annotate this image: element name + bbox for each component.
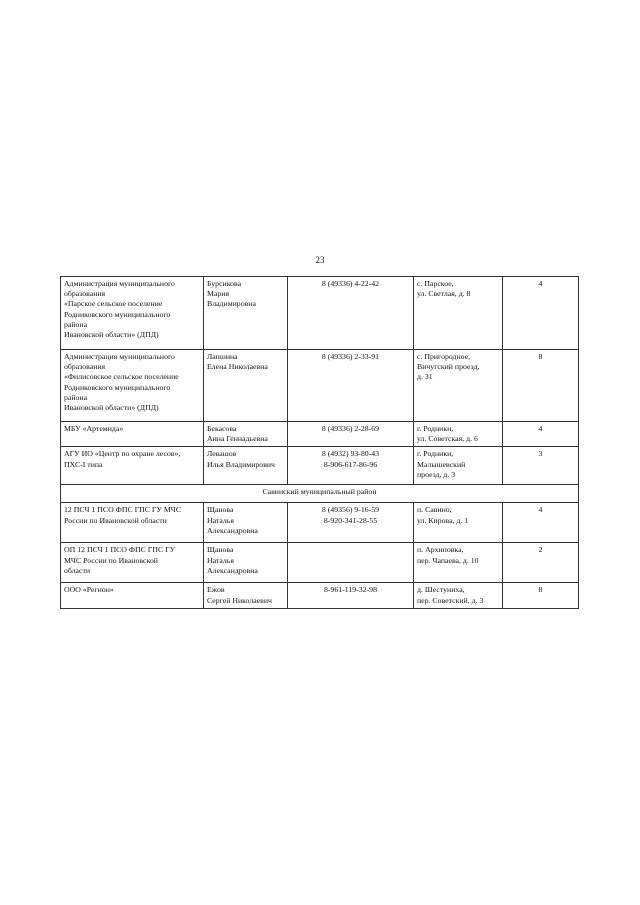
- phone-line: 8 (49356) 9-16-59: [321, 505, 380, 515]
- resources-table: [60, 276, 579, 609]
- organization-cell: [61, 422, 204, 447]
- contact-person-line: Владимировна: [207, 299, 256, 309]
- organization-line: Ивановской области» (ДПД): [64, 330, 159, 340]
- contact-person-cell: [204, 543, 288, 583]
- organization-line: МБУ «Артемида»: [64, 424, 124, 433]
- count-cell: 4: [503, 277, 579, 350]
- table-row: [61, 583, 579, 609]
- address-line: ул. Светлая, д. 8: [417, 289, 471, 299]
- address-line: ул. Кирова, д. 1: [417, 515, 469, 525]
- contact-person-cell: [204, 503, 288, 543]
- phone-cell: [288, 422, 414, 447]
- organization-line: «Парское сельское поселение: [64, 299, 163, 309]
- contact-person-line: Александровна: [207, 565, 258, 575]
- phone-cell: [288, 277, 414, 350]
- organization-line: образования: [64, 362, 106, 372]
- phone-line: 8 (49336) 2-33-91: [321, 352, 380, 361]
- organization-cell: [61, 503, 204, 543]
- address-line: г. Родники,: [417, 424, 454, 433]
- organization-line: ОП 12 ПСЧ 1 ПСО ФПС ГПС ГУ: [64, 545, 176, 555]
- address-line: ул. Советская, д. 6: [417, 434, 478, 444]
- organization-cell: [61, 277, 204, 350]
- page-number: 23: [315, 255, 325, 265]
- organization-line: ООО «Регион»: [64, 585, 114, 595]
- organization-line: Администрация муниципального: [64, 352, 175, 361]
- address-line: с. Парское,: [417, 279, 454, 288]
- address-cell: [414, 583, 503, 609]
- address-line: пер. Чапаева, д. 10: [417, 555, 479, 565]
- contact-person-line: Анна Геннадьевна: [207, 434, 268, 444]
- address-line: д. Шестуниха,: [417, 585, 465, 595]
- table-row: [61, 422, 579, 447]
- contact-person-line: Елена Николаевна: [207, 362, 268, 372]
- address-line: п. Архиповка,: [417, 545, 464, 555]
- count-cell: 8: [503, 350, 579, 422]
- phone-line: 8 (49336) 2-28-69: [321, 424, 380, 433]
- organization-line: России по Ивановской области: [64, 515, 167, 525]
- phone-cell: [288, 350, 414, 422]
- contact-person-line: Щанова: [207, 545, 234, 555]
- contact-person-line: Бурсикова: [207, 279, 242, 288]
- section-row: [61, 485, 579, 503]
- contact-person-line: Сергей Николаевич: [207, 595, 272, 605]
- address-line: п. Савино,: [417, 505, 452, 515]
- address-line: с. Пригородное,: [417, 352, 471, 361]
- organization-line: АГУ ИО «Центр по охране лесов»,: [64, 449, 181, 459]
- count-cell: 8: [503, 583, 579, 609]
- address-cell: [414, 350, 503, 422]
- phone-line: 8-920-341-28-55: [323, 515, 378, 525]
- contact-person-line: Бекасова: [207, 424, 237, 433]
- phone-line: 8-906-617-86-96: [323, 459, 378, 469]
- contact-person-cell: [204, 350, 288, 422]
- contact-person-line: Илья Владимирович: [207, 459, 275, 469]
- contact-person-cell: [204, 422, 288, 447]
- address-cell: [414, 503, 503, 543]
- organization-line: 12 ПСЧ 1 ПСО ФПС ГПС ГУ МЧС: [64, 505, 182, 515]
- organization-line: района: [64, 319, 88, 329]
- phone-cell: [288, 583, 414, 609]
- count-cell: 2: [503, 543, 579, 583]
- organization-line: района: [64, 392, 88, 402]
- table-row: [61, 350, 579, 422]
- contact-person-cell: [204, 583, 288, 609]
- organization-line: области: [64, 565, 91, 575]
- organization-cell: [61, 583, 204, 609]
- section-heading: Савинский муниципальный район: [61, 485, 579, 503]
- organization-cell: [61, 543, 204, 583]
- organization-line: МЧС России по Ивановской: [64, 555, 158, 565]
- phone-cell: [288, 447, 414, 485]
- contact-person-line: Щанова: [207, 505, 234, 515]
- count-cell: 4: [503, 503, 579, 543]
- phone-cell: [288, 503, 414, 543]
- address-line: Вичугский проезд,: [417, 362, 480, 372]
- table-row: [61, 447, 579, 485]
- contact-person-line: Ежов: [207, 585, 225, 595]
- address-cell: [414, 422, 503, 447]
- address-line: г. Родники,: [417, 449, 454, 459]
- table-row: [61, 503, 579, 543]
- contact-person-cell: [204, 277, 288, 350]
- address-cell: [414, 277, 503, 350]
- organization-line: Ивановской области» (ДПД): [64, 403, 159, 413]
- organization-line: образования: [64, 289, 106, 299]
- organization-line: «Филисовское сельское поселение: [64, 372, 179, 382]
- phone-line: 8 (49336) 4-22-42: [321, 279, 380, 288]
- contact-person-line: Наталья: [207, 515, 234, 525]
- count-cell: 3: [503, 447, 579, 485]
- address-line: проезд, д. 3: [417, 469, 456, 479]
- count-cell: 4: [503, 422, 579, 447]
- contact-person-line: Лапшина: [207, 352, 238, 361]
- organization-line: Родниковского муниципального: [64, 309, 171, 319]
- contact-person-line: Наталья: [207, 555, 234, 565]
- address-cell: [414, 543, 503, 583]
- organization-line: ПХС-I типа: [64, 459, 103, 469]
- organization-cell: [61, 447, 204, 485]
- address-line: Малышевский: [417, 459, 466, 469]
- address-line: пер. Советский, д. 3: [417, 595, 484, 605]
- contact-person-cell: [204, 447, 288, 485]
- phone-cell: [288, 543, 414, 583]
- phone-line: 8 (4932) 93-80-43: [321, 449, 380, 459]
- contact-person-line: Мария: [207, 289, 230, 299]
- contact-person-line: Александровна: [207, 525, 258, 535]
- organization-line: Родниковского муниципального: [64, 382, 171, 392]
- contact-person-line: Левашов: [207, 449, 237, 459]
- phone-line: 8-961-119-32-98: [324, 585, 377, 595]
- address-line: д. 31: [417, 372, 433, 382]
- organization-line: Администрация муниципального: [64, 279, 175, 288]
- table-row: [61, 543, 579, 583]
- table-row: [61, 277, 579, 350]
- organization-cell: [61, 350, 204, 422]
- address-cell: [414, 447, 503, 485]
